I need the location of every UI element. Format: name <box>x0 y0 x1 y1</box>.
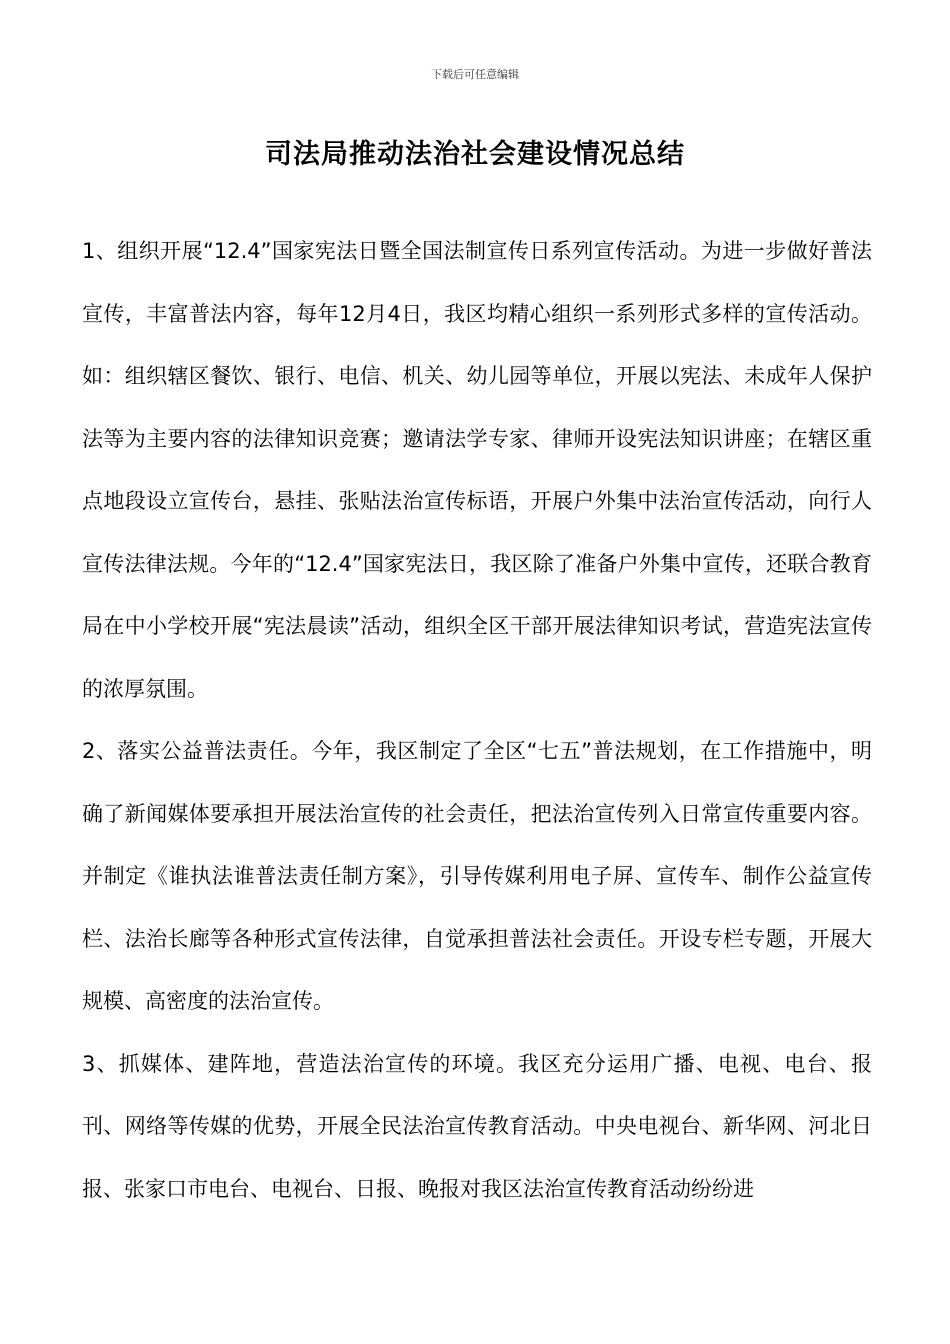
document-title: 司法局推动法治社会建设情况总结 <box>265 139 685 170</box>
paragraph-2: 2、落实公益普法责任。今年，我区制定了全区“七五”普法规划，在工作措施中，明确了新闻媒体要承担开展法治宣传的社会责任，把法治宣传列入日常宣传重要内容。并制定《谁执法谁普法责任制方案》，引导传媒利用电子屏、宣传车、制作公益宣传栏、法治长廊等各种形式宣传法律，自觉承担普法社会责任。开设专栏专题，开展大规模、高密度的法治宣传。 <box>82 739 872 1013</box>
paragraph-1: 1、组织开展“12.4”国家宪法日暨全国法制宣传日系列宣传活动。为进一步做好普法宣传，丰富普法内容，每年12月4日，我区均精心组织一系列形式多样的宣传活动。如：组织辖区餐饮、银行、电信、机关、幼儿园等单位，开展以宪法、未成年人保护法等为主要内容的法律知识竞赛；邀请法学专家、律师开设宪法知识讲座；在辖区重点地段设立宣传台，悬挂、张贴法治宣传标语，开展户外集中法治宣传活动，向行人宣传法律法规。今年的“12.4”国家宪法日，我区除了准备户外集中宣传，还联合教育局在中小学校开展“宪法晨读”活动，组织全区干部开展法律知识考试，营造宪法宣传的浓厚氛围。 <box>82 239 872 701</box>
document-body <box>82 220 872 1220</box>
header-note: 下载后可任意编辑 <box>431 68 519 81</box>
paragraph-3: 3、抓媒体、建阵地，营造法治宣传的环境。我区充分运用广播、电视、电台、报刊、网络等传媒的优势，开展全民法治宣传教育活动。中央电视台、新华网、河北日报、张家口市电台、电视台、日报、晚报对我区法治宣传教育活动纷纷进 <box>82 1051 872 1201</box>
